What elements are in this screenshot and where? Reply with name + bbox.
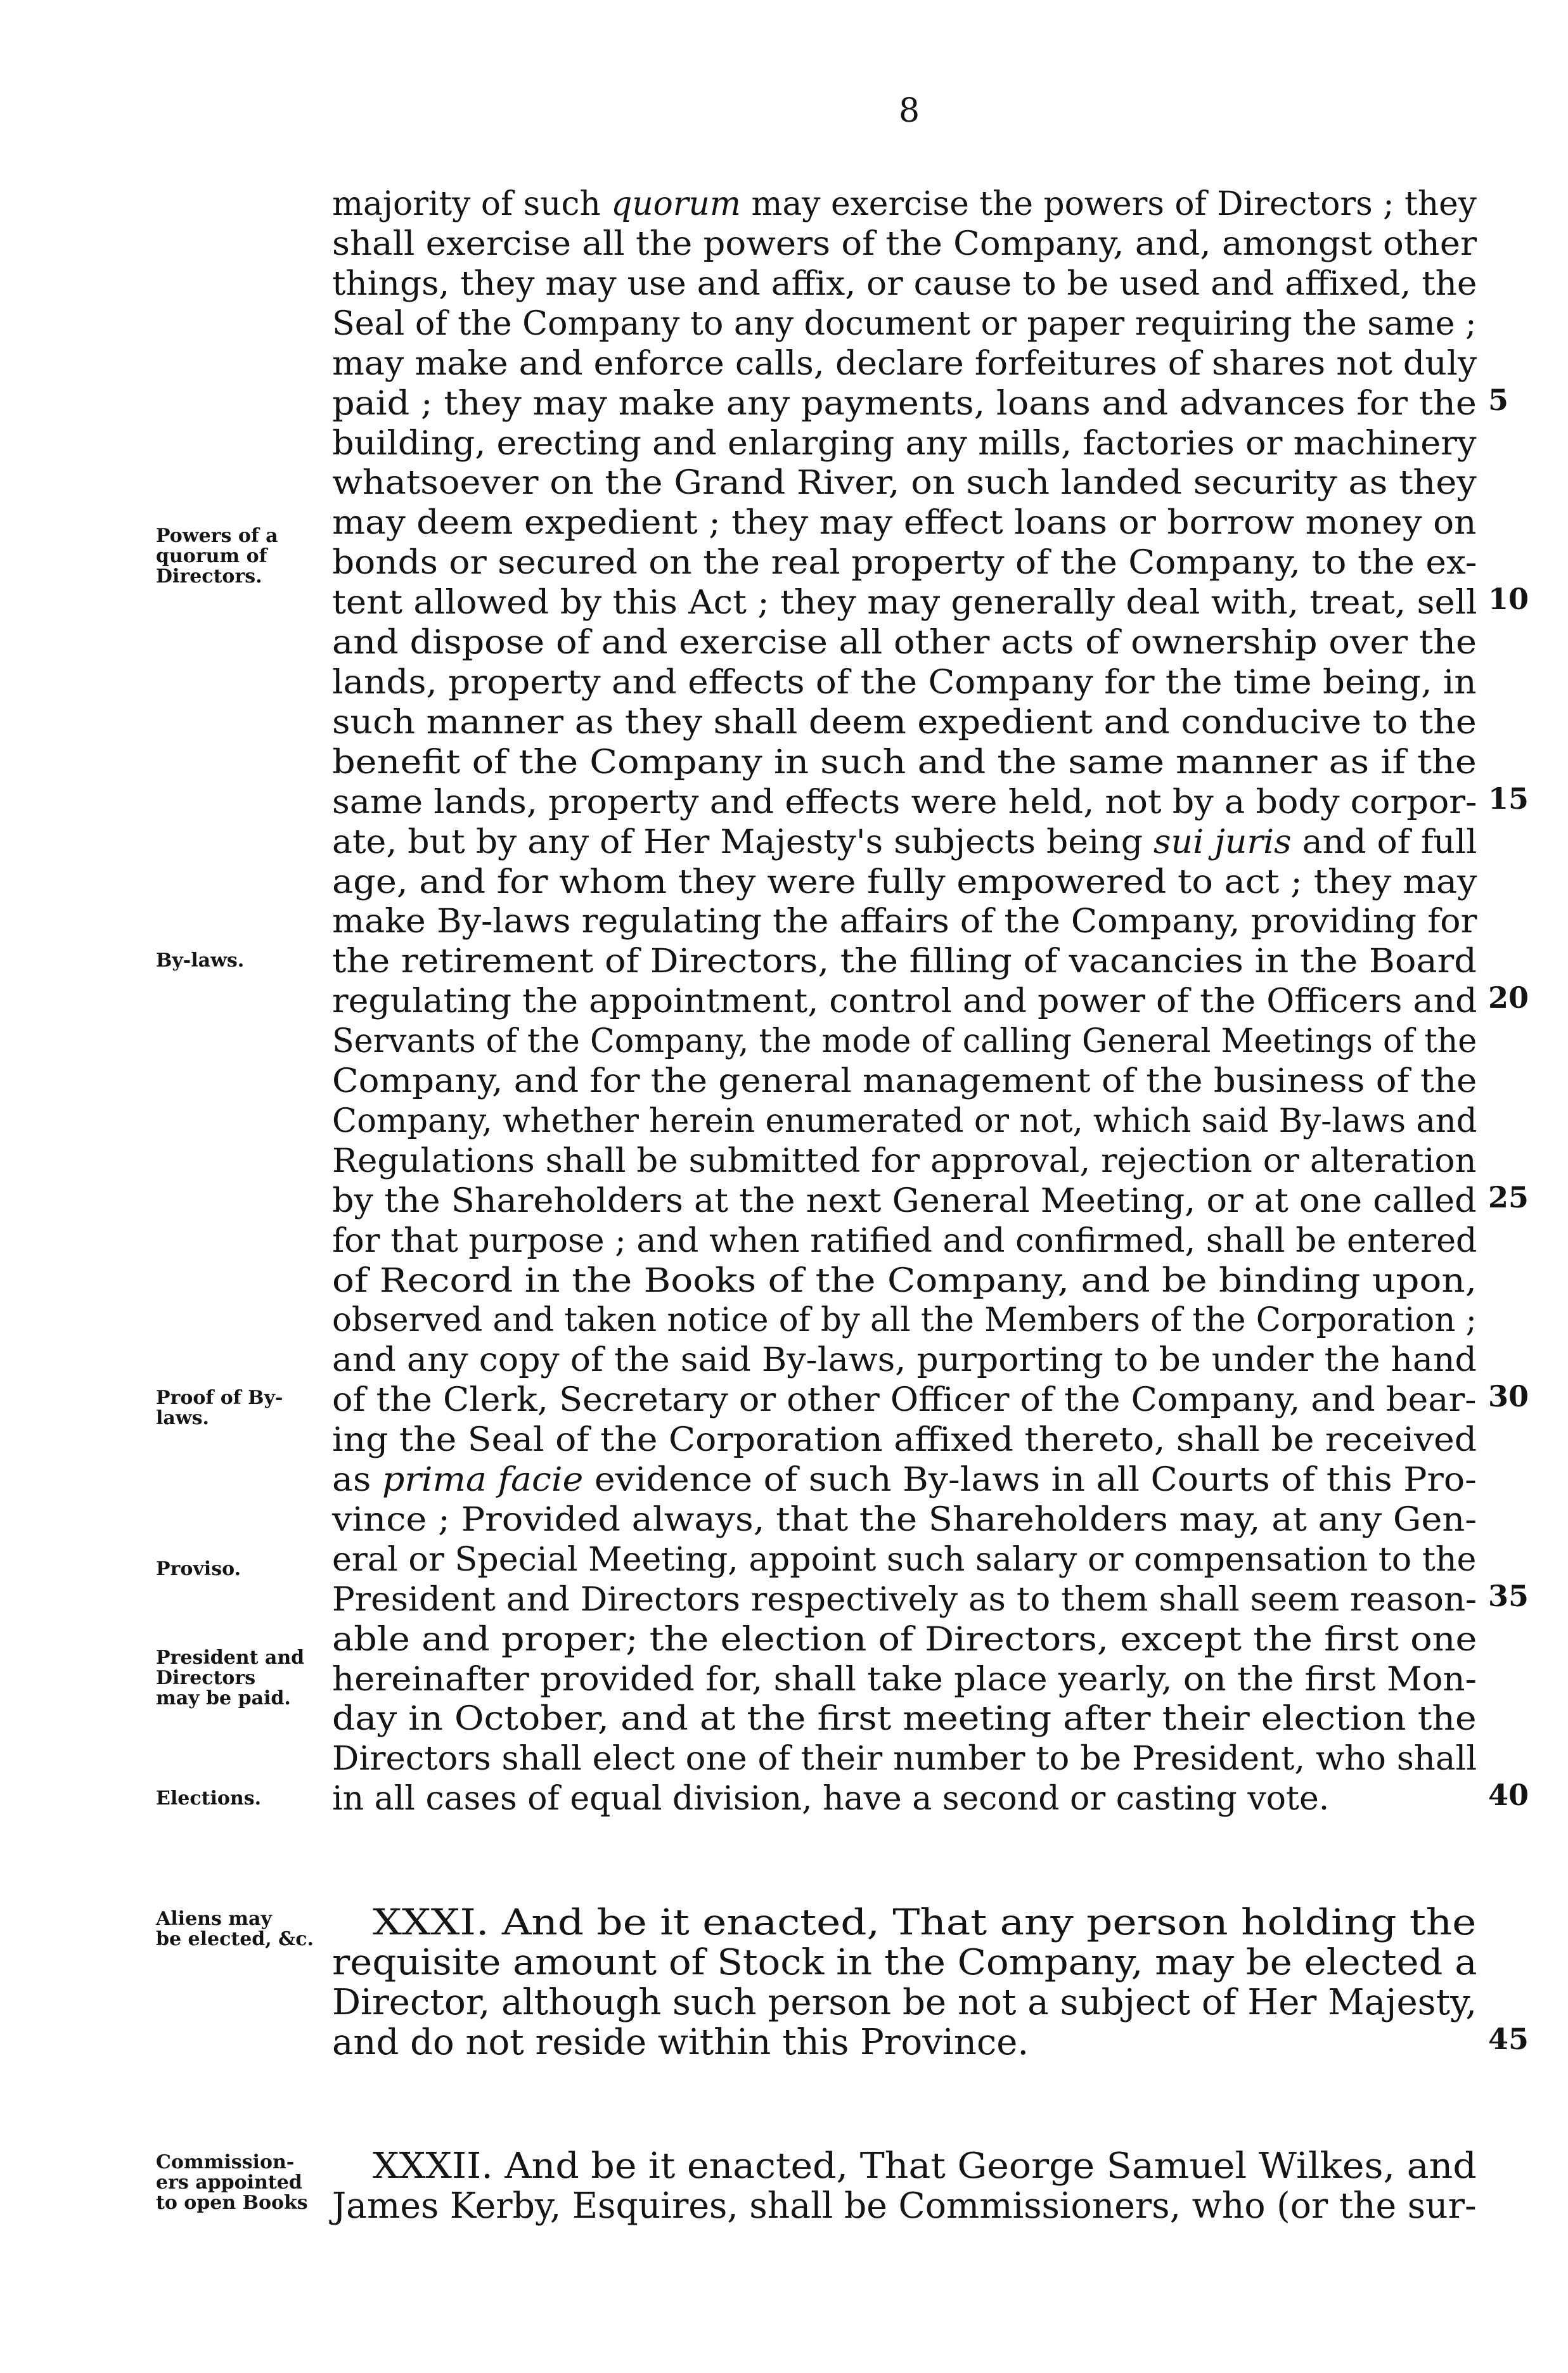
text-line	[332, 1102, 1477, 1140]
margin-note-line: Powers of a	[156, 525, 278, 547]
text-line	[332, 544, 1477, 582]
text-run: ing the Seal of the Corporation affixed thereto, shall be received	[332, 1421, 1477, 1459]
text-line	[332, 1661, 1477, 1699]
text-run: bonds or secured on the real property of the Company, to the ex-	[332, 544, 1477, 582]
text-run: benefit of the Company in such and the same manner as if the	[332, 743, 1477, 781]
text-run: paid ; they may make any payments, loans and advances for the	[332, 385, 1477, 423]
text-line	[373, 2147, 1477, 2185]
margin-note-line: By-laws.	[156, 949, 245, 972]
text-run: Regulations shall be submitted for approval, rejection or alteration	[332, 1142, 1477, 1180]
margin-note	[156, 1789, 261, 1809]
text-run: Seal of the Company to any document or paper requiring the same ;	[332, 305, 1477, 343]
text-line	[332, 863, 1477, 901]
text-line	[332, 1022, 1477, 1060]
text-line	[332, 584, 1477, 622]
margin-note-line: be elected, &c.	[156, 1928, 314, 1950]
text-line	[332, 1984, 1477, 2022]
text-line	[332, 1262, 1477, 1300]
margin-note-line: Directors.	[156, 565, 262, 588]
text-run: and of full	[1291, 823, 1477, 861]
text-run: for that purpose ; and when ratified and confirmed, shall be entered	[332, 1222, 1477, 1260]
margin-note-line: may be paid.	[156, 1687, 291, 1709]
line-number: 35	[1488, 1579, 1529, 1613]
margin-note-line: President and	[156, 1647, 305, 1669]
text-line	[332, 1381, 1476, 1419]
line-number: 30	[1488, 1379, 1529, 1413]
text-line	[373, 1904, 1476, 1942]
text-run: lands, property and effects of the Company for the time being, in	[332, 664, 1477, 702]
text-line	[332, 2187, 1477, 2225]
text-run: hereinafter provided for, shall take place yearly, on the first Mon-	[332, 1661, 1477, 1699]
margin-note	[156, 2152, 308, 2213]
text-line	[332, 982, 1477, 1020]
text-run: things, they may use and affix, or cause to be used and affixed, the	[332, 265, 1477, 303]
text-run: Servants of the Company, the mode of calling General Meetings of the	[332, 1022, 1477, 1060]
text-line	[332, 305, 1477, 343]
text-line	[332, 225, 1477, 263]
text-run: tent allowed by this Act ; they may generally deal with, treat, sell	[332, 584, 1477, 622]
margin-note-line: Directors	[156, 1667, 256, 1689]
text-line	[332, 1944, 1477, 1982]
text-run: building, erecting and enlarging any mills, factories or machinery	[332, 425, 1477, 463]
text-line	[332, 265, 1477, 303]
text-run: such manner as they shall deem expedient and conducive to the	[332, 704, 1477, 742]
text-run: observed and taken notice of by all the Members of the Corporation ;	[332, 1301, 1477, 1339]
margin-note	[156, 1388, 283, 1429]
text-line	[332, 464, 1477, 502]
text-line	[332, 704, 1477, 742]
line-number: 5	[1488, 383, 1509, 417]
text-line	[332, 1461, 1477, 1499]
text-line	[332, 1062, 1477, 1100]
margin-note-line: to open Books	[156, 2192, 308, 2214]
margin-note	[156, 1909, 314, 1950]
text-run: evidence of such By-laws in all Courts of this Pro-	[583, 1461, 1477, 1499]
text-line	[332, 504, 1477, 542]
text-run: shall exercise all the powers of the Company, and, amongst other	[332, 225, 1477, 263]
line-number: 40	[1488, 1778, 1529, 1812]
text-line	[332, 1142, 1477, 1180]
text-run: and any copy of the said By-laws, purporting to be under the hand	[332, 1341, 1477, 1379]
text-run: vince ; Provided always, that the Shareholders may, at any Gen-	[332, 1501, 1477, 1539]
text-run: Company, and for the general management of the business of the	[332, 1062, 1477, 1100]
text-run: and dispose of and exercise all other acts of ownership over the	[332, 624, 1477, 662]
page-number: 8	[899, 92, 920, 130]
text-run: age, and for whom they were fully empowered to act ; they may	[332, 863, 1477, 901]
text-run: Company, whether herein enumerated or not, which said By-laws and	[332, 1102, 1477, 1140]
text-run: requisite amount of Stock in the Company, may be elected a	[332, 1942, 1477, 1983]
text-run: ate, but by any of Her Majesty's subjects being	[332, 823, 1154, 861]
text-run: eral or Special Meeting, appoint such salary or compensation to the	[332, 1541, 1477, 1579]
text-line	[332, 425, 1477, 463]
text-run: may deem expedient ; they may effect loans or borrow money on	[332, 504, 1477, 542]
text-run: Director, although such person be not a subject of Her Majesty,	[332, 1982, 1477, 2023]
text-line	[332, 743, 1477, 781]
margin-note	[156, 1559, 241, 1579]
line-number: 20	[1488, 981, 1529, 1015]
margin-note-line: Elections.	[156, 1787, 262, 1810]
text-line	[332, 1780, 1329, 1818]
text-run: same lands, property and effects were held, not by a body corpor-	[332, 783, 1477, 821]
text-run: in all cases of equal division, have a second or casting vote.	[332, 1780, 1330, 1818]
text-run: XXXI. And be it enacted, That any person holding the	[373, 1902, 1477, 1943]
text-line	[332, 1301, 1477, 1339]
text-run: the retirement of Directors, the filling of vacancies in the Board	[332, 942, 1477, 981]
line-number: 45	[1488, 2022, 1529, 2056]
italic-term: quorum	[611, 185, 741, 223]
line-number: 10	[1488, 582, 1529, 616]
text-line	[332, 1541, 1476, 1579]
italic-term: sui juris	[1154, 823, 1292, 861]
text-line	[332, 185, 1477, 223]
text-run: may make and enforce calls, declare forfeitures of shares not duly	[332, 345, 1477, 383]
text-line	[332, 2024, 1029, 2062]
text-run: of Record in the Books of the Company, and be binding upon,	[332, 1262, 1477, 1300]
margin-note-line: Aliens may	[156, 1908, 272, 1930]
text-line	[332, 1740, 1477, 1778]
text-run: as	[332, 1461, 382, 1499]
text-run: may exercise the powers of Directors ; they	[740, 185, 1477, 223]
text-run: whatsoever on the Grand River, on such landed security as they	[332, 464, 1477, 502]
text-run: able and proper; the election of Directors, except the first one	[332, 1621, 1477, 1659]
line-number: 25	[1488, 1180, 1529, 1214]
text-line	[332, 1581, 1477, 1619]
text-run: majority of such	[332, 185, 612, 223]
text-run: make By-laws regulating the affairs of the Company, providing for	[332, 903, 1477, 941]
italic-term: prima facie	[382, 1461, 584, 1499]
text-run: and do not reside within this Province.	[332, 2022, 1029, 2063]
text-run: Directors shall elect one of their number to be President, who shall	[332, 1740, 1477, 1778]
margin-note-line: laws.	[156, 1407, 209, 1429]
margin-note-line: Commission-	[156, 2151, 295, 2173]
text-line	[332, 1341, 1477, 1379]
margin-note-line: Proviso.	[156, 1558, 241, 1580]
text-line	[332, 942, 1477, 981]
text-run: of the Clerk, Secretary or other Officer of the Company, and bear-	[332, 1381, 1477, 1419]
text-run: regulating the appointment, control and power of the Officers and	[332, 982, 1477, 1020]
text-line	[332, 624, 1477, 662]
text-line	[332, 903, 1477, 941]
text-line	[332, 1700, 1477, 1738]
text-line	[332, 1501, 1477, 1539]
text-run: day in October, and at the first meeting after their election the	[332, 1700, 1477, 1738]
text-run: James Kerby, Esquires, shall be Commissioners, who (or the sur-	[332, 2185, 1477, 2227]
margin-note-line: quorum of	[156, 545, 267, 567]
text-line	[332, 1421, 1477, 1459]
text-line	[332, 823, 1477, 861]
text-run: by the Shareholders at the next General Meeting, or at one called	[332, 1182, 1477, 1220]
text-line	[332, 1621, 1477, 1659]
text-line	[332, 345, 1477, 383]
margin-note-line: ers appointed	[156, 2171, 302, 2194]
text-line	[332, 385, 1477, 423]
text-run: President and Directors respectively as to them shall seem reason-	[332, 1581, 1477, 1619]
text-run: XXXII. And be it enacted, That George Samuel Wilkes, and	[373, 2145, 1477, 2187]
margin-note-line: Proof of By-	[156, 1387, 283, 1409]
text-line	[332, 664, 1477, 702]
margin-note	[156, 526, 278, 587]
line-number: 15	[1488, 781, 1529, 816]
margin-note	[156, 951, 244, 971]
text-line	[332, 1182, 1477, 1220]
text-line	[332, 1222, 1477, 1260]
text-line	[332, 783, 1477, 821]
margin-note	[156, 1648, 304, 1709]
